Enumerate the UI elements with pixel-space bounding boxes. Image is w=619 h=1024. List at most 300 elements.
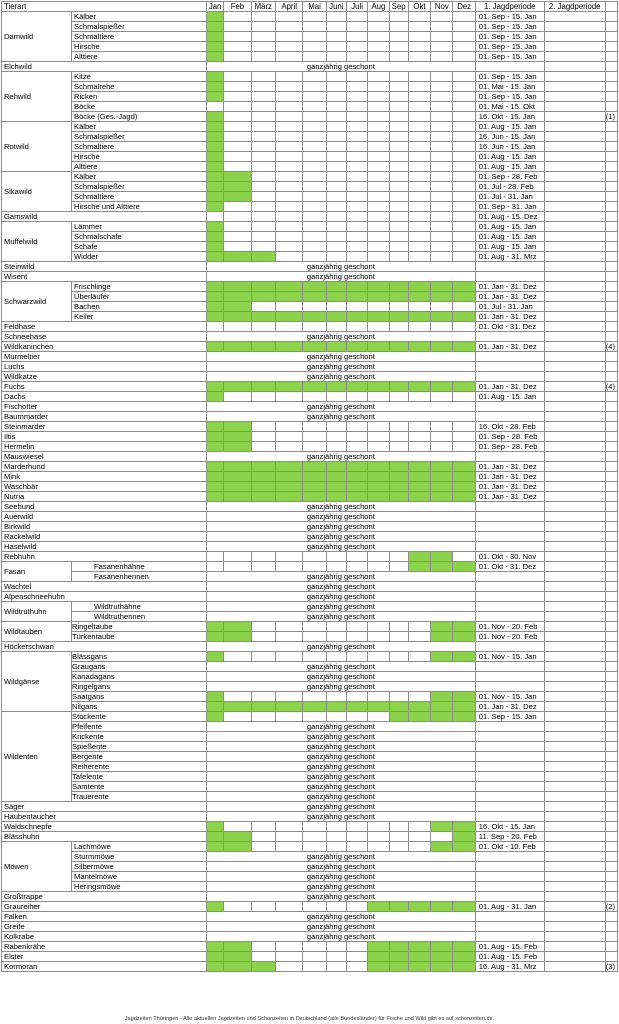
- month-cell: [408, 482, 430, 492]
- month-cell: [251, 252, 275, 262]
- month-cell: [224, 942, 251, 952]
- period-2: [544, 742, 605, 752]
- month-cell: [368, 632, 389, 642]
- footnote-ref: [605, 772, 617, 782]
- footnote-ref: [605, 622, 617, 632]
- period-1: 01. Aug - 31. Jan: [475, 902, 544, 912]
- month-cell: [224, 342, 251, 352]
- month-cell: [453, 322, 475, 332]
- species-row: [2, 502, 618, 512]
- month-cell: [368, 42, 389, 52]
- species-row: [2, 692, 618, 702]
- month-cell: [453, 342, 475, 352]
- month-cell: [224, 442, 251, 452]
- month-cell: [251, 92, 275, 102]
- subcategory-name: Saatgans: [72, 692, 207, 702]
- month-cell: [326, 152, 346, 162]
- month-cell: [453, 382, 475, 392]
- species-name: Blässhuhn: [2, 832, 207, 842]
- species-row: [2, 902, 618, 912]
- period-1: 01. Aug - 15. Jan: [475, 162, 544, 172]
- footnote-ref: [605, 272, 617, 282]
- footnote-ref: [605, 632, 617, 642]
- period-2: [544, 62, 605, 72]
- month-cell: [346, 52, 367, 62]
- month-cell: [368, 342, 389, 352]
- closed-season-label: ganzjährig geschont: [206, 862, 475, 872]
- month-cell: [408, 232, 430, 242]
- period-1: 01. Nov - 20. Feb: [475, 622, 544, 632]
- species-row: [2, 612, 618, 622]
- closed-season-label: ganzjährig geschont: [206, 672, 475, 682]
- period-2: [544, 402, 605, 412]
- month-cell: [206, 392, 223, 402]
- period-1: [475, 532, 544, 542]
- month-cell: [453, 182, 475, 192]
- month-cell: [346, 962, 367, 972]
- month-cell: [408, 242, 430, 252]
- footnote-ref: [605, 692, 617, 702]
- period-1: [475, 62, 544, 72]
- footnote-ref: [605, 502, 617, 512]
- species-row: [2, 12, 618, 22]
- month-cell: [251, 242, 275, 252]
- month-cell: [389, 652, 408, 662]
- month-cell: [408, 202, 430, 212]
- footnote-ref: [605, 712, 617, 722]
- month-cell: [408, 52, 430, 62]
- species-row: [2, 862, 618, 872]
- month-cell: [275, 822, 302, 832]
- period-1: [475, 722, 544, 732]
- month-cell: [346, 902, 367, 912]
- month-cell: [453, 12, 475, 22]
- month-cell: [389, 172, 408, 182]
- species-row: [2, 252, 618, 262]
- footnote-ref: [605, 312, 617, 322]
- month-cell: [326, 182, 346, 192]
- month-cell: [326, 942, 346, 952]
- month-cell: [431, 652, 453, 662]
- month-cell: [431, 952, 453, 962]
- period-1: 16. Okt - 15. Jan: [475, 112, 544, 122]
- month-cell: [224, 212, 251, 222]
- period-1: 01. Aug - 31. Mrz: [475, 252, 544, 262]
- month-cell: [453, 962, 475, 972]
- period-2: [544, 332, 605, 342]
- closed-season-label: ganzjährig geschont: [206, 502, 475, 512]
- month-cell: [206, 162, 223, 172]
- month-cell: [224, 832, 251, 842]
- subcategory-name: Böcke (Ges.-Jagd): [72, 112, 207, 122]
- month-cell: [251, 292, 275, 302]
- month-cell: [453, 32, 475, 42]
- month-cell: [453, 52, 475, 62]
- subcategory-name: Schmalrehe: [72, 82, 207, 92]
- period-1: 16. Okt - 28. Feb: [475, 422, 544, 432]
- month-cell: [453, 492, 475, 502]
- month-cell: [326, 422, 346, 432]
- closed-season-label: ganzjährig geschont: [206, 742, 475, 752]
- month-cell: [251, 112, 275, 122]
- month-cell: [251, 902, 275, 912]
- subcategory-name: Keiler: [72, 312, 207, 322]
- footnote-ref: [605, 642, 617, 652]
- species-row: [2, 42, 618, 52]
- period-1: [475, 362, 544, 372]
- period-1: 01. Jul - 31. Jan: [475, 192, 544, 202]
- month-cell: [206, 632, 223, 642]
- month-cell: [408, 692, 430, 702]
- species-name: Möwen: [2, 842, 72, 892]
- month-cell: [303, 472, 326, 482]
- closed-season-label: ganzjährig geschont: [206, 852, 475, 862]
- month-cell: [303, 132, 326, 142]
- period-1: [475, 542, 544, 552]
- period-2: [544, 142, 605, 152]
- month-cell: [303, 482, 326, 492]
- month-cell: [368, 322, 389, 332]
- month-cell: [431, 552, 453, 562]
- species-row: [2, 442, 618, 452]
- period-2: [544, 762, 605, 772]
- month-cell: [408, 302, 430, 312]
- month-cell: [326, 202, 346, 212]
- month-cell: [389, 242, 408, 252]
- month-cell: [408, 252, 430, 262]
- month-cell: [326, 952, 346, 962]
- species-row: [2, 432, 618, 442]
- month-cell: [251, 472, 275, 482]
- footer-source-note: Jagdzeiten Thüringen - Alle aktuellen Jagdzeiten und Schonzeiten in Deutschland (alle Bundesländer) für Fische und Wild gibt es auf schonzeiten.de.: [124, 1016, 495, 1022]
- month-cell: [303, 282, 326, 292]
- footnote-ref: [605, 122, 617, 132]
- month-cell: [389, 632, 408, 642]
- month-cell: [303, 222, 326, 232]
- footnote-ref: [605, 472, 617, 482]
- month-cell: [224, 142, 251, 152]
- period-1: [475, 752, 544, 762]
- footnote-ref: [605, 332, 617, 342]
- period-1: 01. Nov - 15. Jan: [475, 692, 544, 702]
- footnote-ref: [605, 482, 617, 492]
- month-cell: [408, 652, 430, 662]
- period-2: [544, 212, 605, 222]
- month-cell: [303, 202, 326, 212]
- subcategory-name: Schmalspießer: [72, 22, 207, 32]
- month-cell: [368, 552, 389, 562]
- closed-season-label: ganzjährig geschont: [206, 642, 475, 652]
- month-cell: [389, 282, 408, 292]
- month-cell: [303, 652, 326, 662]
- month-cell: [389, 122, 408, 132]
- period-2: [544, 952, 605, 962]
- month-cell: [346, 32, 367, 42]
- month-cell: [326, 312, 346, 322]
- period-1: [475, 912, 544, 922]
- month-cell: [275, 632, 302, 642]
- month-cell: [368, 492, 389, 502]
- species-row: [2, 512, 618, 522]
- month-cell: [275, 902, 302, 912]
- month-cell: [224, 322, 251, 332]
- month-cell: [453, 132, 475, 142]
- species-row: [2, 882, 618, 892]
- month-cell: [224, 192, 251, 202]
- month-cell: [408, 422, 430, 432]
- month-cell: [326, 102, 346, 112]
- species-name: Elster: [2, 952, 207, 962]
- month-cell: [431, 822, 453, 832]
- species-row: [2, 912, 618, 922]
- month-cell: [275, 692, 302, 702]
- month-cell: [275, 482, 302, 492]
- species-row: [2, 32, 618, 42]
- species-row: [2, 472, 618, 482]
- month-cell: [389, 112, 408, 122]
- month-cell: [389, 342, 408, 352]
- month-cell: [453, 632, 475, 642]
- month-cell: [431, 322, 453, 332]
- period-1: [475, 802, 544, 812]
- month-cell: [368, 222, 389, 232]
- footnote-ref: [605, 872, 617, 882]
- month-cell: [251, 52, 275, 62]
- month-cell: [431, 312, 453, 322]
- month-cell: [251, 152, 275, 162]
- period-2: [544, 912, 605, 922]
- month-cell: [275, 142, 302, 152]
- period-2: [544, 442, 605, 452]
- period-1: 01. Jan - 31. Dez: [475, 492, 544, 502]
- period-2: [544, 262, 605, 272]
- month-cell: [326, 52, 346, 62]
- month-cell: [251, 622, 275, 632]
- period-1: 01. Sep - 31. Jan: [475, 202, 544, 212]
- species-row: [2, 72, 618, 82]
- period-1: 01. Jul - 31. Jan: [475, 302, 544, 312]
- month-cell: [346, 632, 367, 642]
- period-1: 01. Jan - 31. Dez: [475, 292, 544, 302]
- month-cell: [389, 82, 408, 92]
- month-cell: [346, 562, 367, 572]
- month-cell: [368, 12, 389, 22]
- species-row: [2, 152, 618, 162]
- month-cell: [303, 22, 326, 32]
- period-1: [475, 592, 544, 602]
- subcategory-name: Schmaltiere: [72, 142, 207, 152]
- header-month: Dez: [453, 2, 475, 12]
- month-cell: [389, 102, 408, 112]
- month-cell: [368, 962, 389, 972]
- month-cell: [303, 92, 326, 102]
- subcategory-name: Alttiere: [72, 52, 207, 62]
- footnote-ref: [605, 612, 617, 622]
- month-cell: [408, 92, 430, 102]
- footnote-ref: [605, 922, 617, 932]
- species-row: [2, 402, 618, 412]
- period-2: [544, 12, 605, 22]
- month-cell: [275, 382, 302, 392]
- month-cell: [303, 182, 326, 192]
- month-cell: [389, 322, 408, 332]
- month-cell: [251, 562, 275, 572]
- month-cell: [206, 382, 223, 392]
- species-name: Feldhase: [2, 322, 207, 332]
- month-cell: [303, 322, 326, 332]
- footnote-ref: [605, 212, 617, 222]
- month-cell: [346, 822, 367, 832]
- month-cell: [206, 842, 223, 852]
- subcategory-name: Wildtruthennen: [72, 612, 207, 622]
- footnote-ref: [605, 292, 617, 302]
- month-cell: [346, 392, 367, 402]
- month-cell: [389, 22, 408, 32]
- month-cell: [251, 482, 275, 492]
- period-1: [475, 672, 544, 682]
- subcategory-name: Kälber: [72, 122, 207, 132]
- month-cell: [346, 12, 367, 22]
- month-cell: [389, 422, 408, 432]
- closed-season-label: ganzjährig geschont: [206, 922, 475, 932]
- month-cell: [275, 442, 302, 452]
- month-cell: [303, 82, 326, 92]
- period-1: 01. Jan - 31. Dez: [475, 312, 544, 322]
- closed-season-label: ganzjährig geschont: [206, 452, 475, 462]
- month-cell: [206, 322, 223, 332]
- species-row: [2, 462, 618, 472]
- month-cell: [368, 92, 389, 102]
- species-row: [2, 382, 618, 392]
- species-row: [2, 792, 618, 802]
- month-cell: [346, 182, 367, 192]
- species-row: [2, 812, 618, 822]
- month-cell: [206, 212, 223, 222]
- species-row: [2, 632, 618, 642]
- closed-season-label: ganzjährig geschont: [206, 352, 475, 362]
- footnote-ref: [605, 322, 617, 332]
- species-row: [2, 592, 618, 602]
- month-cell: [326, 322, 346, 332]
- month-cell: [346, 622, 367, 632]
- period-1: 01. Sep - 15. Jan: [475, 22, 544, 32]
- month-cell: [453, 552, 475, 562]
- period-2: [544, 202, 605, 212]
- period-1: 01. Sep - 15. Jan: [475, 72, 544, 82]
- month-cell: [206, 192, 223, 202]
- month-cell: [368, 442, 389, 452]
- month-cell: [368, 252, 389, 262]
- species-name: Rotwild: [2, 122, 72, 172]
- header-species: Tierart: [2, 2, 207, 12]
- species-row: [2, 562, 618, 572]
- month-cell: [408, 282, 430, 292]
- month-cell: [453, 692, 475, 702]
- month-cell: [275, 702, 302, 712]
- species-name: Gamswild: [2, 212, 207, 222]
- month-cell: [251, 122, 275, 132]
- month-cell: [368, 202, 389, 212]
- species-row: [2, 732, 618, 742]
- period-2: [544, 372, 605, 382]
- period-1: [475, 782, 544, 792]
- month-cell: [275, 832, 302, 842]
- month-cell: [275, 322, 302, 332]
- period-2: [544, 362, 605, 372]
- month-cell: [389, 562, 408, 572]
- month-cell: [224, 472, 251, 482]
- header-month: Mai: [303, 2, 326, 12]
- month-cell: [408, 72, 430, 82]
- species-name: Sikawild: [2, 172, 72, 212]
- month-cell: [206, 202, 223, 212]
- month-cell: [408, 192, 430, 202]
- species-row: [2, 552, 618, 562]
- month-cell: [389, 832, 408, 842]
- month-cell: [303, 822, 326, 832]
- period-1: 01. Jan - 31. Dez: [475, 702, 544, 712]
- month-cell: [326, 692, 346, 702]
- subcategory-name: Wildtruthähne: [72, 602, 207, 612]
- month-cell: [389, 552, 408, 562]
- month-cell: [224, 122, 251, 132]
- period-1: 01. Okt - 31. Dez: [475, 322, 544, 332]
- species-row: [2, 642, 618, 652]
- month-cell: [431, 192, 453, 202]
- month-cell: [303, 382, 326, 392]
- month-cell: [408, 212, 430, 222]
- period-2: [544, 452, 605, 462]
- month-cell: [431, 472, 453, 482]
- period-1: [475, 812, 544, 822]
- period-2: [544, 382, 605, 392]
- month-cell: [326, 32, 346, 42]
- closed-season-label: ganzjährig geschont: [206, 762, 475, 772]
- closed-season-label: ganzjährig geschont: [206, 812, 475, 822]
- month-cell: [431, 442, 453, 452]
- month-cell: [453, 122, 475, 132]
- month-cell: [346, 482, 367, 492]
- month-cell: [303, 562, 326, 572]
- species-row: [2, 292, 618, 302]
- footnote-ref: [605, 952, 617, 962]
- month-cell: [326, 442, 346, 452]
- species-row: [2, 662, 618, 672]
- month-cell: [251, 832, 275, 842]
- period-2: [544, 392, 605, 402]
- period-2: [544, 672, 605, 682]
- month-cell: [326, 382, 346, 392]
- month-cell: [251, 222, 275, 232]
- period-2: [544, 602, 605, 612]
- species-name: Wildkaninchen: [2, 342, 207, 352]
- month-cell: [368, 102, 389, 112]
- species-row: [2, 822, 618, 832]
- period-2: [544, 572, 605, 582]
- footnote-ref: [605, 352, 617, 362]
- month-cell: [431, 562, 453, 572]
- month-cell: [206, 712, 223, 722]
- month-cell: [251, 962, 275, 972]
- month-cell: [408, 472, 430, 482]
- month-cell: [408, 432, 430, 442]
- month-cell: [224, 82, 251, 92]
- month-cell: [251, 312, 275, 322]
- month-cell: [389, 692, 408, 702]
- month-cell: [224, 112, 251, 122]
- species-name: Nutria: [2, 492, 207, 502]
- subcategory-name: Überläufer: [72, 292, 207, 302]
